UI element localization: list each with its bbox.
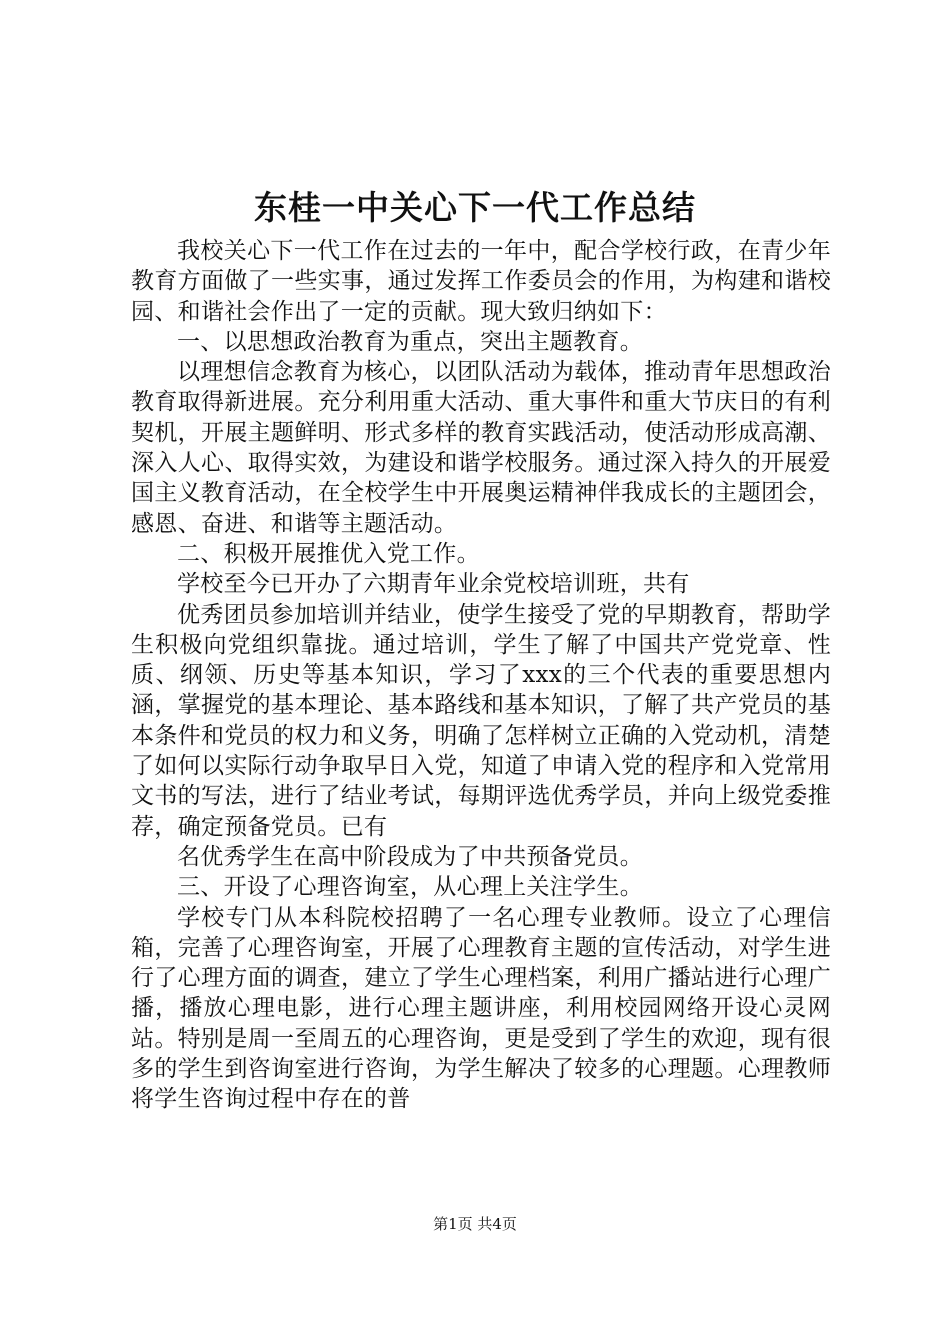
page-footer: 第1页 共4页 (433, 1215, 517, 1233)
paragraph-members: 名优秀学生在高中阶段成为了中共预备党员。 (177, 843, 643, 870)
section-heading-3: 三、开设了心理咨询室，从心理上关注学生。 (177, 874, 643, 901)
section-heading-2: 二、积极开展推优入党工作。 (177, 540, 480, 567)
paragraph-section-1: 以理想信念教育为核心，以团队活动为载体，推动青年思想政治教育取得新进展。充分利用重大活动、重大事件和重大节庆日的有利契机，开展主题鲜明、形式多样的教育实践活动，使活动形成高潮、深入人心、取得实效，为建设和谐学校服务。通过深入持久的开展爱国主义教育活动，在全校学生中开展奥运精神伴我成长的主题团会，感恩、奋进、和谐等主题活动。 (131, 359, 831, 537)
document-body (131, 236, 831, 1115)
paragraph-party-school: 学校至今已开办了六期青年业余党校培训班，共有 (177, 571, 690, 598)
paragraph-section-3: 学校专门从本科院校招聘了一名心理专业教师。设立了心理信箱，完善了心理咨询室，开展了心理教育主题的宣传活动，对学生进行了心理方面的调查，建立了学生心理档案，利用广播站进行心理广播，播放心理电影，进行心理主题讲座，利用校园网络开设心灵网站。特别是周一至周五的心理咨询，更是受到了学生的欢迎，现有很多的学生到咨询室进行咨询，为学生解决了较多的心理题。心理教师将学生咨询过程中存在的普 (131, 904, 831, 1113)
paragraph-intro: 我校关心下一代工作在过去的一年中，配合学校行政，在青少年教育方面做了一些实事，通过发挥工作委员会的作用，为构建和谐校园、和谐社会作出了一定的贡献。现大致归纳如下： (131, 238, 831, 325)
section-heading-1: 一、以思想政治教育为重点，突出主题教育。 (177, 328, 643, 355)
paragraph-training: 优秀团员参加培训并结业，使学生接受了党的早期教育，帮助学生积极向党组织靠拢。通过培训，学生了解了中国共产党党章、性质、纲领、历史等基本知识，学习了xxx的三个代表的重要思想内涵，掌握党的基本理论、基本路线和基本知识，了解了共产党员的基本条件和党员的权力和义务，明确了怎样树立正确的入党动机，清楚了如何以实际行动争取早日入党，知道了申请入党的程序和入党常用文书的写法，进行了结业考试，每期评选优秀学员，并向上级党委推荐，确定预备党员。已有 (131, 601, 831, 840)
document-title: 东桂一中关心下一代工作总结 (254, 188, 696, 227)
